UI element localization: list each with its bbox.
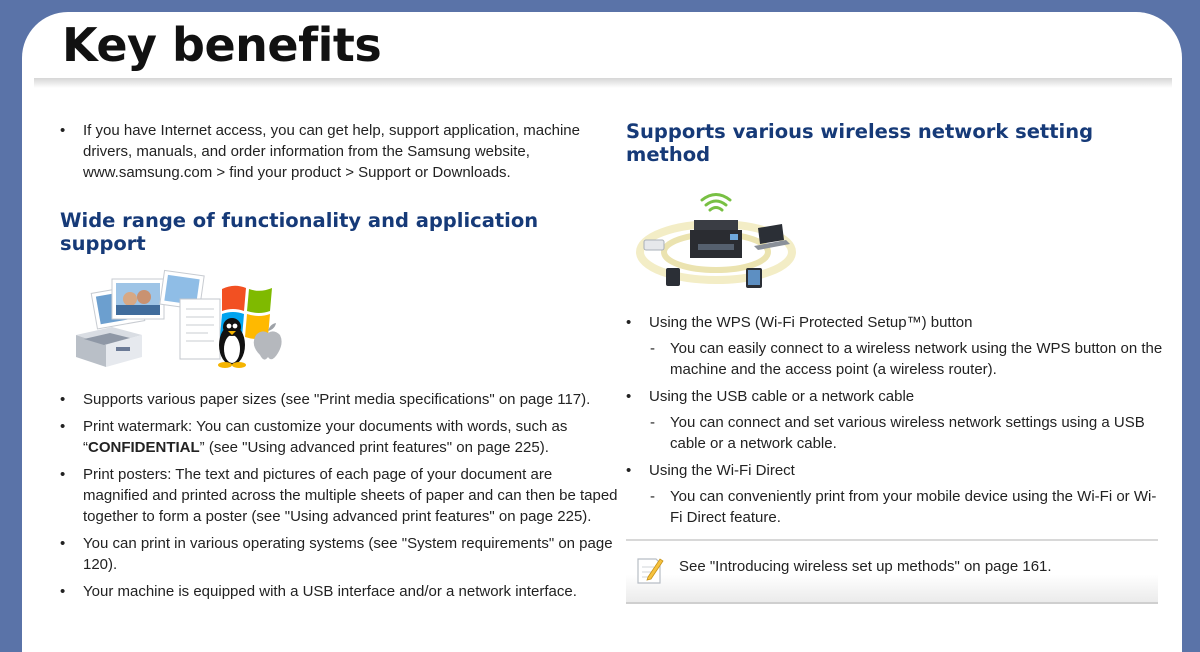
list-item: • Using the Wi-Fi Direct - You can conveniently print from your mobile device using the Wi-Fi or Wi-Fi Direct feature. bbox=[626, 460, 1166, 528]
tablet-icon bbox=[746, 268, 762, 288]
wifi-icon bbox=[702, 195, 730, 211]
wireless-list bbox=[626, 312, 1166, 528]
page bbox=[22, 12, 1182, 652]
sub-item: - You can connect and set various wireless network settings using a USB cable or a network cable. bbox=[649, 412, 1166, 454]
printer-icon bbox=[76, 327, 142, 367]
list-item: • Using the USB cable or a network cable - You can connect and set various wireless network settings using a USB cable or a network cable. bbox=[626, 386, 1166, 454]
functionality-heading: Wide range of functionality and application support bbox=[60, 209, 539, 255]
note-pencil-icon bbox=[636, 555, 664, 590]
wireless-illustration bbox=[636, 190, 796, 290]
page-title: Key benefits bbox=[62, 18, 382, 72]
wireless-heading: Supports various wireless network setting method bbox=[626, 120, 1094, 166]
title-divider bbox=[34, 78, 1172, 88]
left-column bbox=[60, 120, 620, 608]
list-item: • If you have Internet access, you can get help, support application, machine drivers, manuals, and order information from the Samsung website, www.samsung.com > find your product > Support or Downloads. bbox=[60, 120, 620, 183]
printer-icon bbox=[690, 220, 742, 258]
phone-icon bbox=[666, 268, 680, 286]
list-item: • Using the WPS (Wi-Fi Protected Setup™) button - You can easily connect to a wireless network using the WPS button on the machine and the access point (a wireless router). bbox=[626, 312, 1166, 380]
sub-item: - You can conveniently print from your mobile device using the Wi-Fi or Wi-Fi Direct feature. bbox=[649, 486, 1166, 528]
note-text: See "Introducing wireless set up methods" on page 161. bbox=[679, 558, 1052, 575]
list-item: • Supports various paper sizes (see "Print media specifications" on page 117). bbox=[60, 389, 620, 410]
functionality-illustration bbox=[72, 269, 284, 377]
list-item: • You can print in various operating systems (see "System requirements" on page 120). bbox=[60, 533, 620, 575]
access-point-icon bbox=[644, 240, 664, 250]
right-column bbox=[626, 120, 1166, 534]
note-box bbox=[626, 539, 1158, 604]
list-item: • Print posters: The text and pictures of each page of your document are magnified and printed across the multiple sheets of paper and can then be taped together to form a poster (see "Using advanced print features" on page 225). bbox=[60, 464, 620, 527]
intro-list bbox=[60, 120, 620, 183]
sub-item: - You can easily connect to a wireless network using the WPS button on the machine and the access point (a wireless router). bbox=[649, 338, 1166, 380]
document-icon bbox=[180, 299, 220, 359]
functionality-list bbox=[60, 389, 620, 602]
watermark-item: • Print watermark: You can customize your documents with words, such as “CONFIDENTIAL” (see "Using advanced print features" on page 225). bbox=[60, 416, 620, 458]
list-item: • Your machine is equipped with a USB interface and/or a network interface. bbox=[60, 581, 620, 602]
